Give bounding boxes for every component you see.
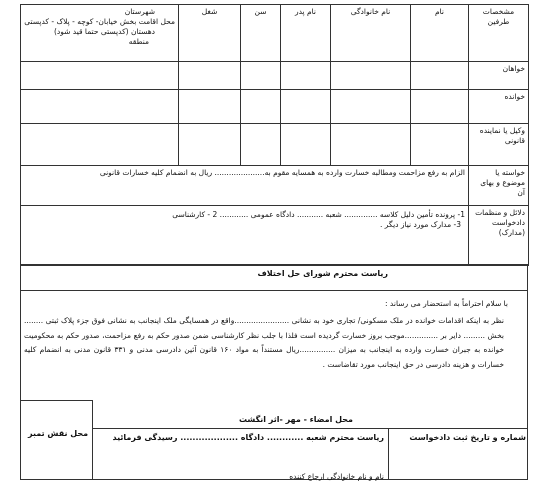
defendant-family-cell[interactable] bbox=[331, 90, 411, 124]
plaintiff-job-cell[interactable] bbox=[179, 62, 241, 90]
referrer-name-partial: نام و نام خانوادگی ارجاع کننده bbox=[289, 472, 384, 481]
row-lawyer-label: وکیل یا نماینده قانونی bbox=[469, 124, 529, 166]
lawyer-job-cell[interactable] bbox=[179, 124, 241, 166]
residence-line-1: شهرستان bbox=[124, 7, 155, 16]
plaintiff-family-cell[interactable] bbox=[331, 62, 411, 90]
body-paragraph: نظر به اینکه اقدامات خوانده در ملک مسکونی/ تجاری خود به نشانی .......................واقع در همسایگی ملک اینجانب به نشانی فوق جزء پلاک ثبتی ........ بخش ......... دایر بر ..............موجب بروز خسارت گردیده است فلذا با جلب نظر کارشناسی ضمن صدور حکم به رفع مزاحمت، صدور حکم به محکومیت خوانده به جبران خسارت وارده به اینجانب به میزان ...............ریال مستنداً به مواد ۱۶۰ قانون آئین دادرسی مدنی و ۳۳۱ قانون مدنی به انضمام کلیه خسارات و هزینه دادرسی در حق اینجانب مورد تقاضاست . bbox=[24, 316, 504, 369]
claim-label: خواسته یا موضوع و بهای آن bbox=[469, 166, 529, 206]
plaintiff-father-cell[interactable] bbox=[281, 62, 331, 90]
row-plaintiff-label: خواهان bbox=[469, 62, 529, 90]
plaintiff-residence-cell[interactable] bbox=[21, 62, 179, 90]
greeting-text: با سلام احتراماً به استحضار می رساند : bbox=[385, 299, 508, 308]
footer-top-line bbox=[92, 428, 528, 429]
defendant-job-cell[interactable] bbox=[179, 90, 241, 124]
header-parties: مشخصات طرفین bbox=[469, 5, 529, 62]
council-title: ریاست محترم شورای حل اختلاف bbox=[257, 269, 388, 278]
stamp-top-line bbox=[20, 400, 92, 401]
registration-label: شماره و تاریخ ثبت دادخواست bbox=[409, 433, 526, 442]
header-family: نام خانوادگی bbox=[331, 5, 411, 62]
residence-line-2: محل اقامت بخش خیابان- کوچه - پلاک - کدپستی bbox=[24, 17, 175, 27]
defendant-name-cell[interactable] bbox=[411, 90, 469, 124]
claim-text: الزام به رفع مزاحمت ومطالبه خسارت وارده به همسایه مقوم به..................... ریال به انضمام کلیه خسارات قانونی bbox=[21, 166, 469, 206]
plaintiff-age-cell[interactable] bbox=[241, 62, 281, 90]
header-father: نام پدر bbox=[281, 5, 331, 62]
header-job: شغل bbox=[179, 5, 241, 62]
defendant-age-cell[interactable] bbox=[241, 90, 281, 124]
defendant-father-cell[interactable] bbox=[281, 90, 331, 124]
plaintiff-name-cell[interactable] bbox=[411, 62, 469, 90]
evidence-label: دلائل و منظمات دادخواست (مدارک) bbox=[469, 206, 529, 266]
stamp-divider bbox=[92, 400, 93, 480]
evidence-line-2: 3- مدارک مورد نیاز دیگر . bbox=[380, 220, 461, 230]
court-referral-text: ریاست محترم شعبه ............ دادگاه ................... رسیدگی فرمائید bbox=[112, 433, 384, 442]
residence-line-4: منطقه bbox=[128, 37, 149, 47]
header-name: نام bbox=[411, 5, 469, 62]
parties-table bbox=[20, 4, 529, 266]
stamp-label: محل نقش تمبر bbox=[28, 429, 89, 438]
evidence-line-1: 1- پرونده تأمین دلیل کلاسه .............. شعبه ........... دادگاه عمومی ............ 2 - کارشناسی bbox=[172, 210, 465, 219]
title-divider bbox=[20, 290, 528, 291]
residence-line-3: دهستان (کدپستی حتما قید شود) bbox=[53, 27, 155, 37]
lawyer-residence-cell[interactable] bbox=[21, 124, 179, 166]
lawyer-age-cell[interactable] bbox=[241, 124, 281, 166]
row-defendant-label: خوانده bbox=[469, 90, 529, 124]
evidence-cell bbox=[21, 206, 469, 266]
footer-divider bbox=[388, 428, 389, 480]
lawyer-father-cell[interactable] bbox=[281, 124, 331, 166]
header-age: سن bbox=[241, 5, 281, 62]
lawyer-name-cell[interactable] bbox=[411, 124, 469, 166]
defendant-residence-cell[interactable] bbox=[21, 90, 179, 124]
header-residence bbox=[21, 5, 179, 62]
signature-label: محل امضاء - مهر -اثر انگشت bbox=[238, 415, 353, 424]
lawyer-family-cell[interactable] bbox=[331, 124, 411, 166]
